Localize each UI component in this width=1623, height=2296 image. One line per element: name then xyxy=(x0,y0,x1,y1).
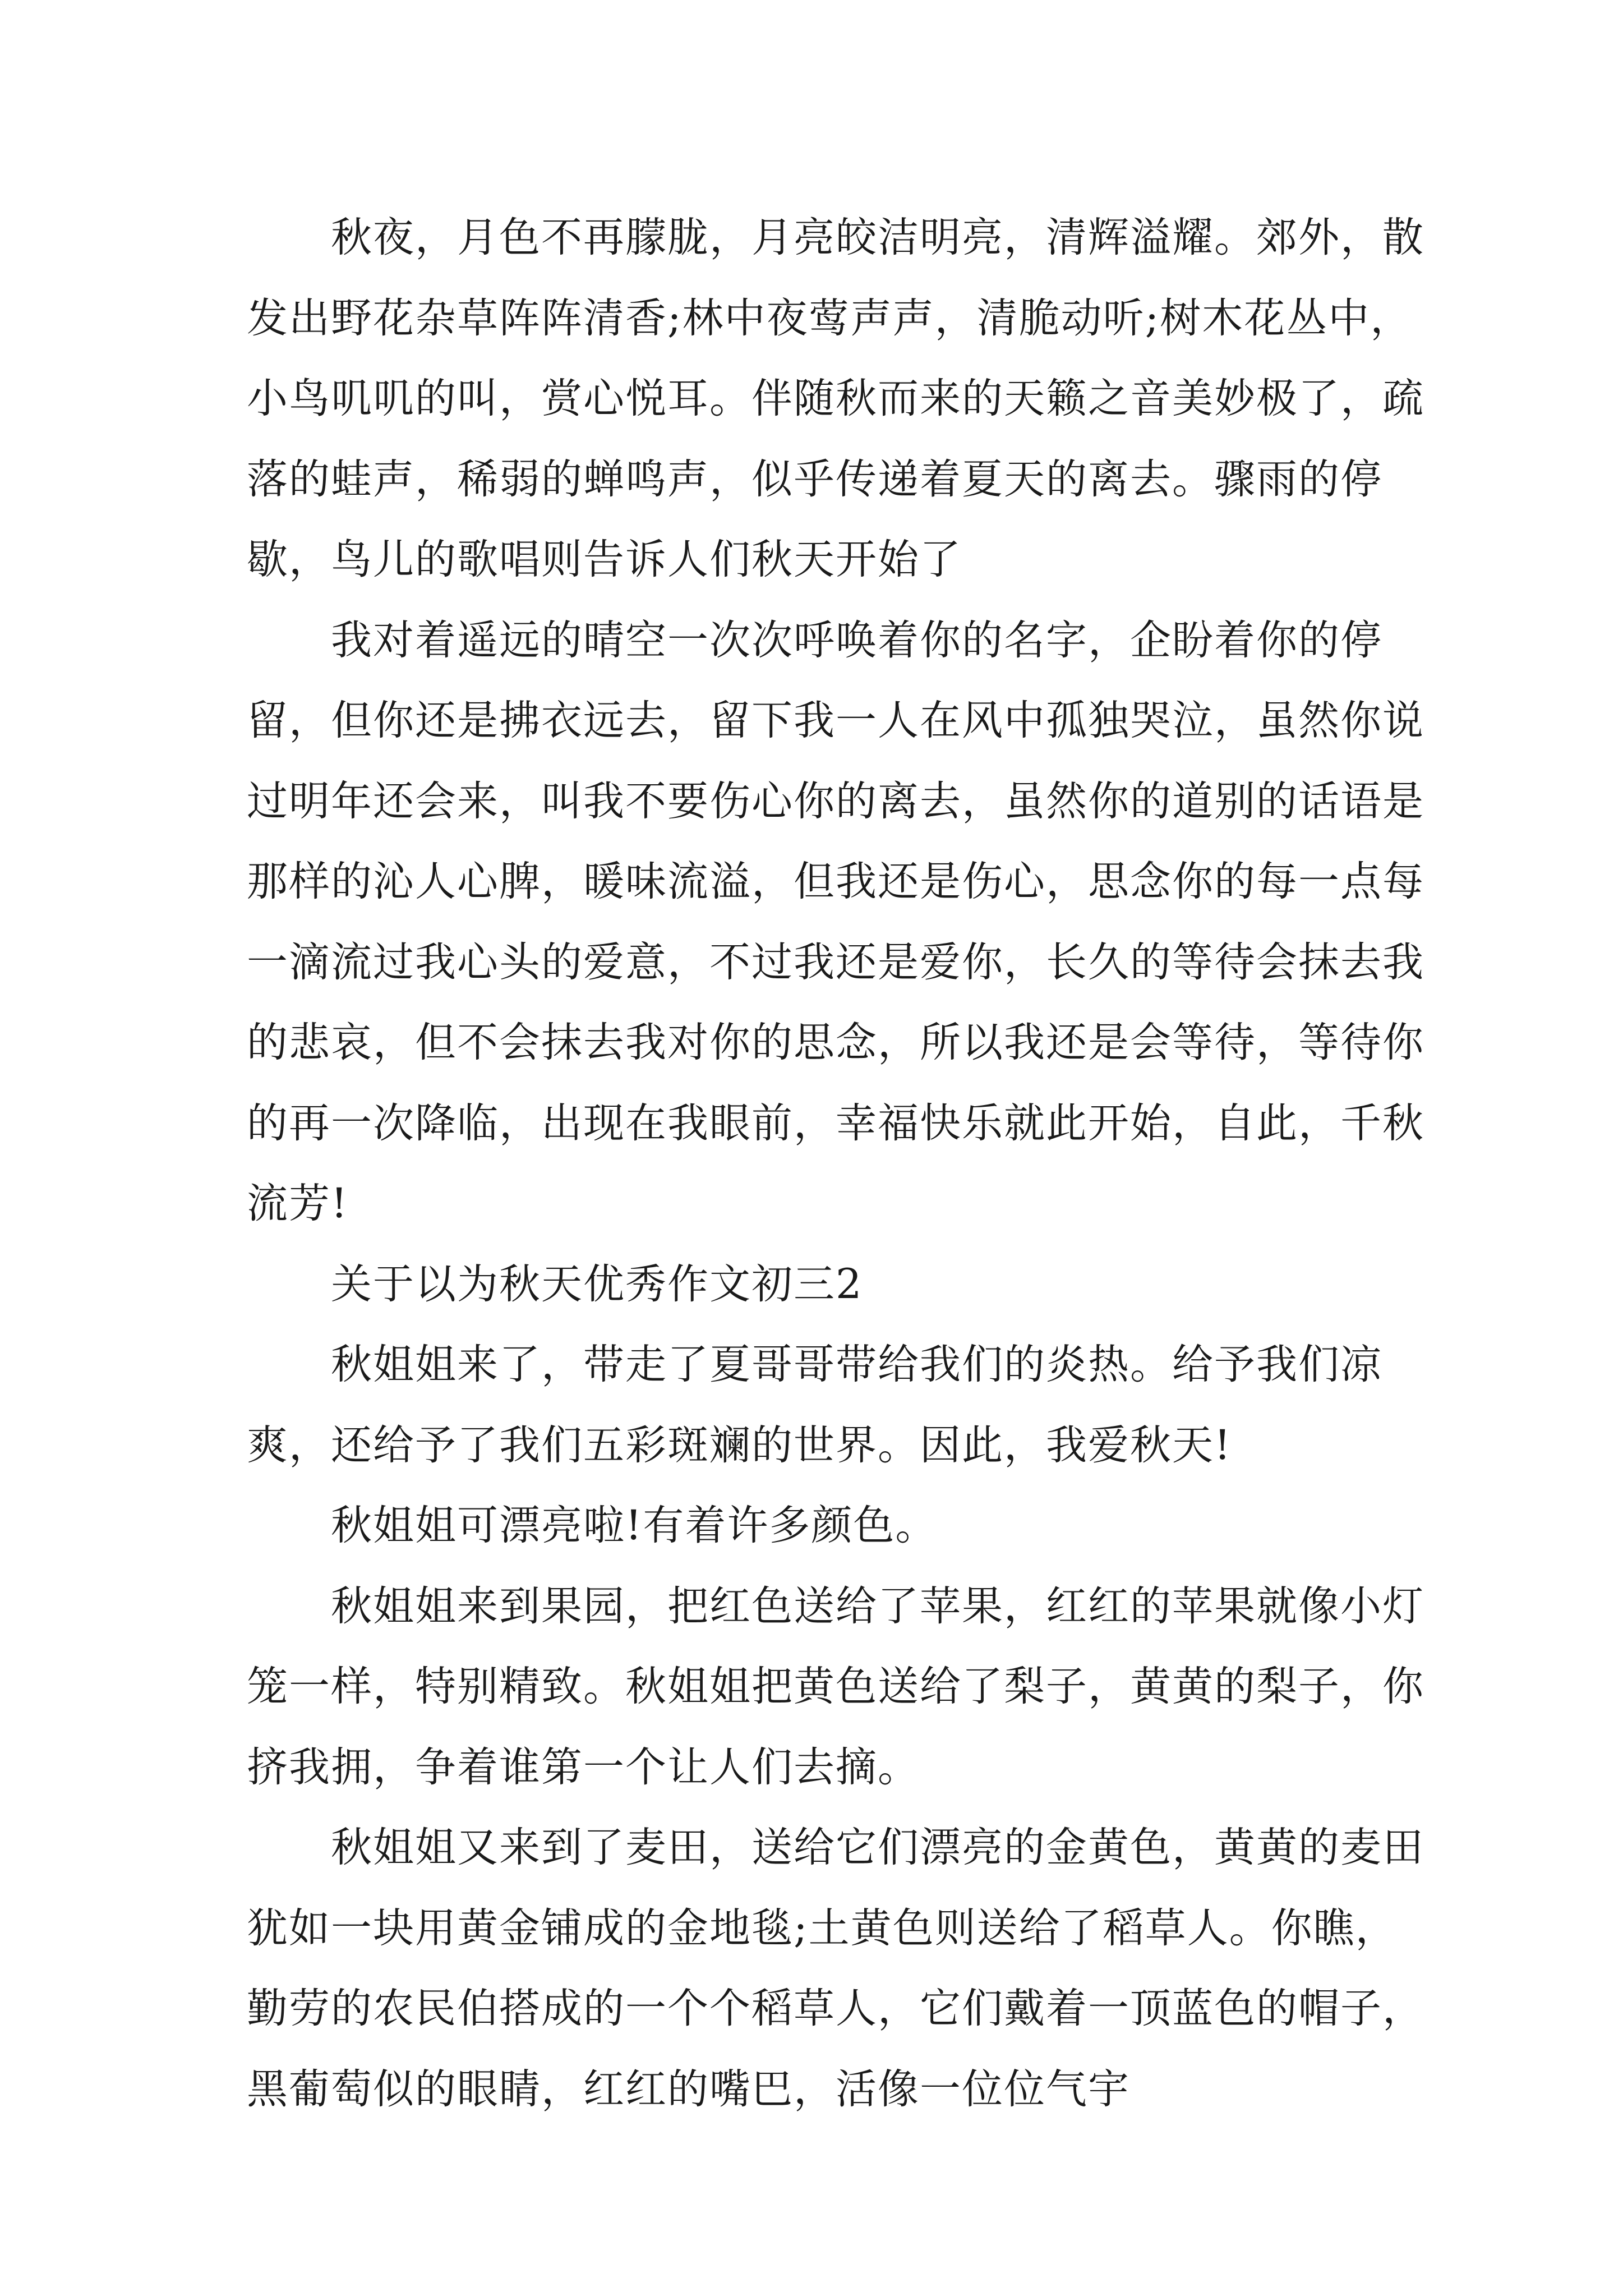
section-heading: 关于以为秋天优秀作文初三2 xyxy=(331,1260,863,1308)
paragraph-2: 我对着遥远的晴空一次次呼唤着你的名字，企盼着你的停留，但你还是拂衣远去，留下我一人在风中孤独哭泣，虽然你说过明年还会来，叫我不要伤心你的离去，虽然你的道别的话语是那样的沁人心脾，暖味流溢，但我还是伤心，思念你的每一点每一滴流过我心头的爱意，不过我还是爱你，长久的等待会抹去我的悲哀，但不会抹去我对你的思念，所以我还是会等待，等待你的再一次降临，出现在我眼前，幸福快乐就此开始，自此，千秋流芳! xyxy=(247,616,1424,1227)
paragraph-4: 秋姐姐可漂亮啦!有着许多颜色。 xyxy=(331,1502,938,1549)
paragraph-5: 秋姐姐来到果园，把红色送给了苹果，红红的苹果就像小灯笼一样，特别精致。秋姐姐把黄色送给了梨子，黄黄的梨子，你挤我拥，争着谁第一个让人们去摘。 xyxy=(247,1582,1424,1791)
paragraph-6: 秋姐姐又来到了麦田，送给它们漂亮的金黄色，黄黄的麦田犹如一块用黄金铺成的金地毯;土黄色则送给了稻草人。你瞧，勤劳的农民伯搭成的一个个稻草人，它们戴着一顶蓝色的帽子，黑葡萄似的眼睛，红红的嘴巴，活像一位位气宇 xyxy=(247,1824,1424,2113)
paragraph-1: 秋夜，月色不再朦胧，月亮皎洁明亮，清辉溢耀。郊外，散发出野花杂草阵阵清香;林中夜莺声声，清脆动听;树木花丛中，小鸟叽叽的叫，赏心悦耳。伴随秋而来的天籁之音美妙极了，疏落的蛙声，稀弱的蝉鸣声，似乎传递着夏天的离去。骤雨的停歇，鸟儿的歌唱则告诉人们秋天开始了 xyxy=(247,214,1424,583)
paragraph-3: 秋姐姐来了，带走了夏哥哥带给我们的炎热。给予我们凉爽，还给予了我们五彩斑斓的世界。因此，我爱秋天! xyxy=(247,1341,1382,1469)
document-body xyxy=(247,197,1430,2129)
